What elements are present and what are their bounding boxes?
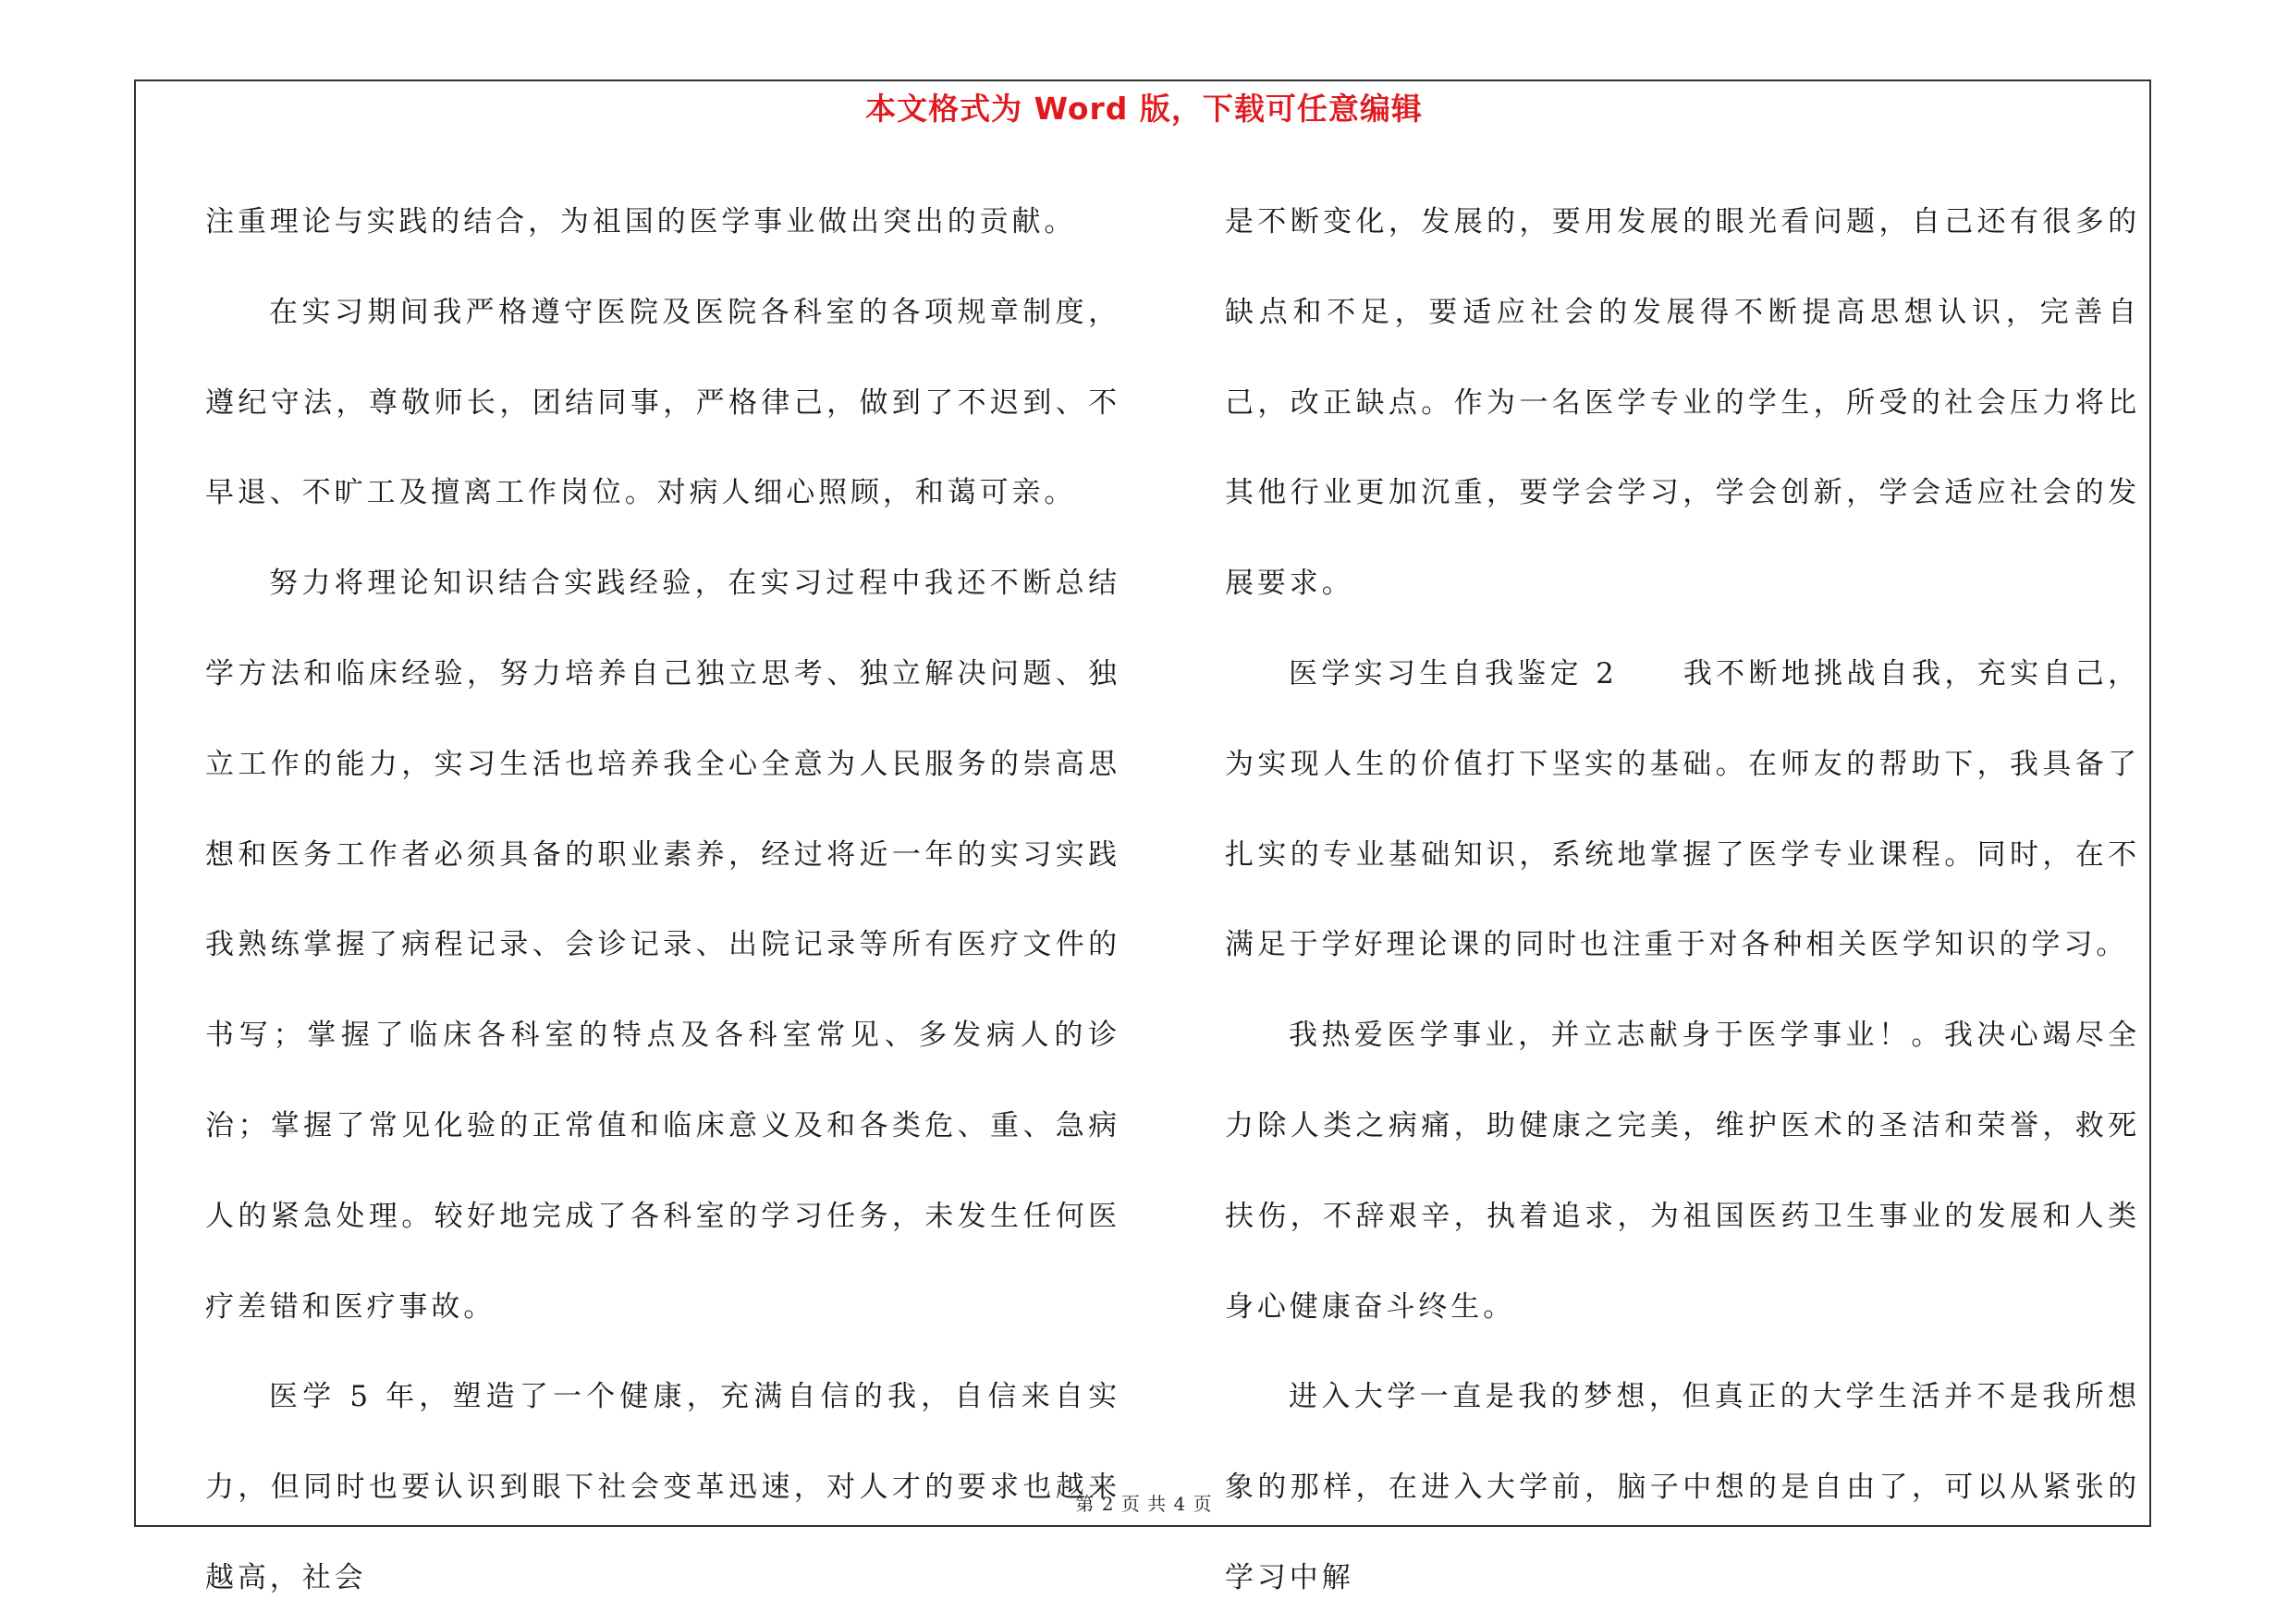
paragraph: 注重理论与实践的结合，为祖国的医学事业做出突出的贡献。: [205, 205, 1077, 238]
paragraph: 是不断变化，发展的，要用发展的眼光看问题，自己还有很多的缺点和不足，要适应社会的发展得不断提高思想认识，完善自己，改正缺点。作为一名医学专业的学生，所受的社会压力将比其他行业更加沉重，要学会学习，学会创新，学会适应社会的发展要求。: [1225, 205, 2140, 601]
paragraph: 医学 5 年，塑造了一个健康，充满自信的我，自信来自实力，但同时也要认识到眼下社会变革迅速，对人才的要求也越来越高，社会: [205, 1380, 1120, 1594]
paragraph: 努力将理论知识结合实践经验，在实习过程中我还不断总结学方法和临床经验，努力培养自己独立思考、独立解决问题、独立工作的能力，实习生活也培养我全心全意为人民服务的崇高思想和医务工作者必须具备的职业素养，经过将近一年的实习实践我熟练掌握了病程记录、会诊记录、出院记录等所有医疗文件的书写；掌握了临床各科室的特点及各科室常见、多发病人的诊治；掌握了常见化验的正常值和临床意义及和各类危、重、急病人的紧急处理。较好地完成了各科室的学习任务，未发生任何医疗差错和医疗事故。: [205, 567, 1120, 1324]
paragraph: 我热爱医学事业，并立志献身于医学事业！。我决心竭尽全力除人类之病痛，助健康之完美，维护医术的圣洁和荣誉，救死扶伤，不辞艰辛，执着追求，为祖国医药卫生事业的发展和人类身心健康奋斗终生。: [1225, 1019, 2140, 1324]
left-text-column: [205, 177, 1120, 1624]
right-text-column: [1225, 177, 2140, 1624]
page-number: 第 2 页 共 4 页: [1075, 1493, 1213, 1515]
format-notice-banner: 本文格式为 Word 版，下载可任意编辑: [865, 91, 1423, 127]
paragraph: 医学实习生自我鉴定 2 我不断地挑战自我，充实自己，为实现人生的价值打下坚实的基础。在师友的帮助下，我具备了扎实的专业基础知识，系统地掌握了医学专业课程。同时，在不满足于学好理论课的同时也注重于对各种相关医学知识的学习。: [1225, 656, 2140, 962]
paragraph: 进入大学一直是我的梦想，但真正的大学生活并不是我所想象的那样，在进入大学前，脑子中想的是自由了，可以从紧张的学习中解: [1225, 1380, 2140, 1594]
paragraph: 在实习期间我严格遵守医院及医院各科室的各项规章制度，遵纪守法，尊敬师长，团结同事，严格律己，做到了不迟到、不早退、不旷工及擅离工作岗位。对病人细心照顾，和蔼可亲。: [205, 295, 1120, 510]
